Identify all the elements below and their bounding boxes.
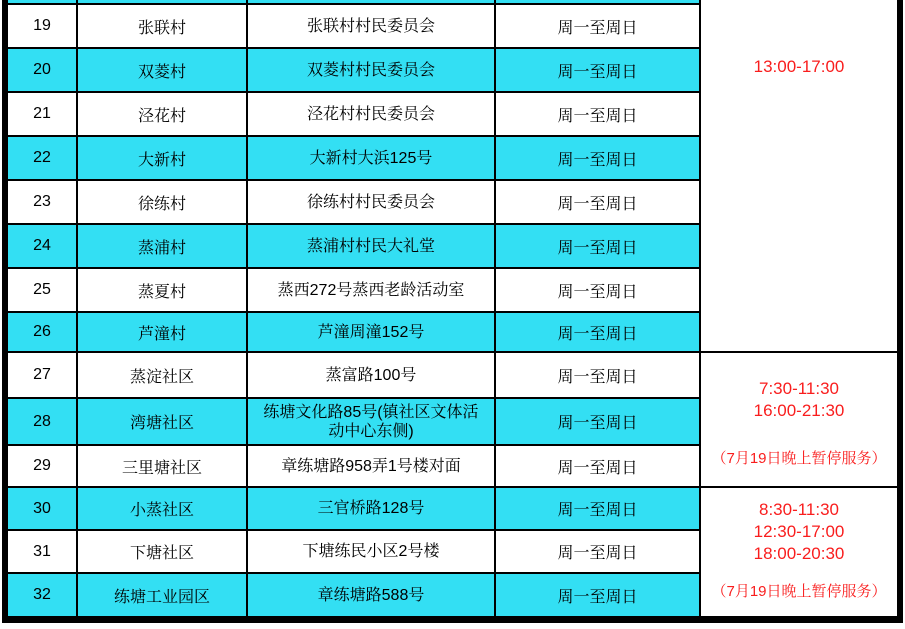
- time-note: （7月19日晚上暂停服务）: [711, 450, 887, 467]
- site-address: 张联村村民委员会: [247, 4, 495, 48]
- site-name: 下塘社区: [77, 530, 247, 573]
- row-number: 31: [7, 530, 77, 573]
- table-row: [7, 352, 898, 398]
- row-number: 32: [7, 573, 77, 617]
- site-name: 练塘工业园区: [77, 573, 247, 617]
- site-name: 三里塘社区: [77, 445, 247, 487]
- community-service-table: [6, 0, 899, 618]
- site-address: 下塘练民小区2号楼: [247, 530, 495, 573]
- site-address: 练塘文化路85号(镇社区文体活动中心东侧): [247, 398, 495, 445]
- service-days: 周一至周日: [495, 136, 700, 180]
- service-days: 周一至周日: [495, 48, 700, 92]
- site-name: 小蒸社区: [77, 487, 247, 530]
- site-address: 徐练村村民委员会: [247, 180, 495, 224]
- site-address: 三官桥路128号: [247, 487, 495, 530]
- site-name: 蒸夏村: [77, 268, 247, 312]
- site-address: 蒸浦村村民大礼堂: [247, 224, 495, 268]
- service-days: 周一至周日: [495, 92, 700, 136]
- service-days: 周一至周日: [495, 224, 700, 268]
- time-range: 18:00-20:30: [753, 544, 845, 563]
- service-days: 周一至周日: [495, 268, 700, 312]
- service-schedule-table-wrap: [2, 0, 903, 623]
- service-days: 周一至周日: [495, 445, 700, 487]
- time-cell-section-1: [700, 0, 898, 352]
- row-number: 20: [7, 48, 77, 92]
- service-days: 周一至周日: [495, 352, 700, 398]
- service-days: 周一至周日: [495, 312, 700, 352]
- row-number: 28: [7, 398, 77, 445]
- site-name: 湾塘社区: [77, 398, 247, 445]
- site-name: 张联村: [77, 4, 247, 48]
- row-number: 24: [7, 224, 77, 268]
- time-range: 13:00-17:00: [753, 57, 845, 76]
- service-days: 周一至周日: [495, 573, 700, 617]
- site-address: 芦潼周潼152号: [247, 312, 495, 352]
- site-address: 大新村大浜125号: [247, 136, 495, 180]
- site-address: 双菱村村民委员会: [247, 48, 495, 92]
- service-days: 周一至周日: [495, 398, 700, 445]
- service-days: 周一至周日: [495, 487, 700, 530]
- row-number: 23: [7, 180, 77, 224]
- time-range: 12:30-17:00: [753, 522, 845, 541]
- site-address: 泾花村村民委员会: [247, 92, 495, 136]
- row-number: 29: [7, 445, 77, 487]
- row-number: 25: [7, 268, 77, 312]
- site-name: 蒸淀社区: [77, 352, 247, 398]
- row-number: 27: [7, 352, 77, 398]
- time-range: 16:00-21:30: [753, 401, 845, 420]
- time-cell-section-3: [700, 487, 898, 617]
- time-range: 7:30-11:30: [758, 379, 840, 398]
- site-name: 双菱村: [77, 48, 247, 92]
- site-address: 蒸富路100号: [247, 352, 495, 398]
- time-cell-section-2: [700, 352, 898, 487]
- row-number: 22: [7, 136, 77, 180]
- site-name: 大新村: [77, 136, 247, 180]
- service-days: 周一至周日: [495, 530, 700, 573]
- site-name: 徐练村: [77, 180, 247, 224]
- site-name: 芦潼村: [77, 312, 247, 352]
- row-number: 21: [7, 92, 77, 136]
- table-row: [7, 487, 898, 530]
- service-days: 周一至周日: [495, 180, 700, 224]
- row-number: 19: [7, 4, 77, 48]
- site-address: 章练塘路588号: [247, 573, 495, 617]
- time-note: （7月19日晚上暂停服务）: [711, 583, 887, 600]
- time-range: 8:30-11:30: [758, 500, 840, 519]
- service-days: 周一至周日: [495, 4, 700, 48]
- row-number: 30: [7, 487, 77, 530]
- row-number: 26: [7, 312, 77, 352]
- site-address: 章练塘路958弄1号楼对面: [247, 445, 495, 487]
- site-name: 泾花村: [77, 92, 247, 136]
- site-address: 蒸西272号蒸西老龄活动室: [247, 268, 495, 312]
- site-name: 蒸浦村: [77, 224, 247, 268]
